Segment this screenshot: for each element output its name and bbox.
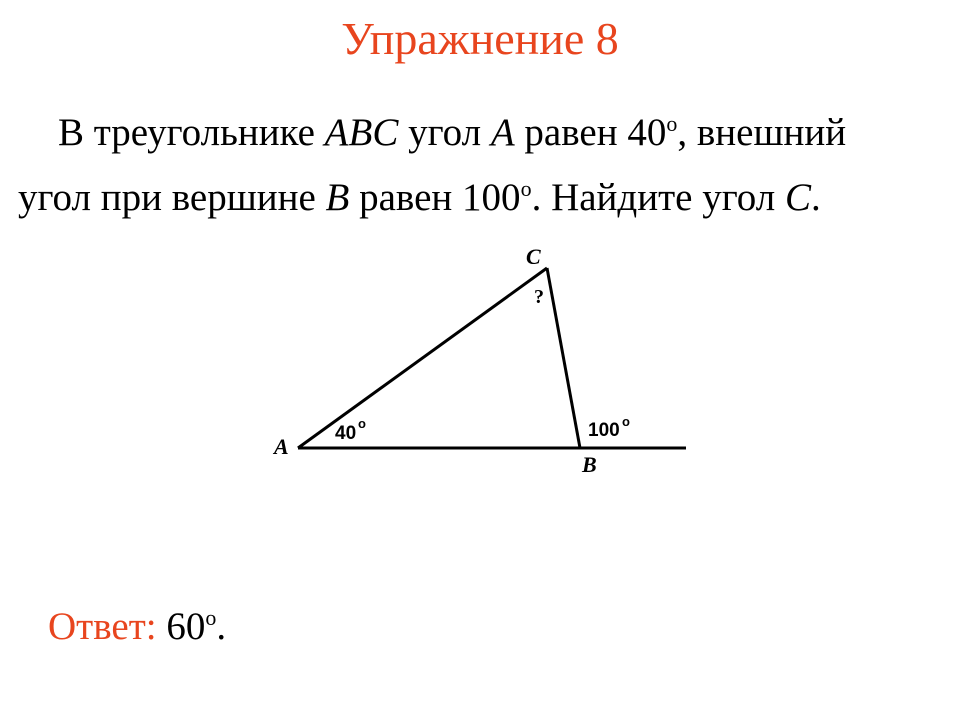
angle-a-value: 40 bbox=[335, 423, 357, 444]
vertex-label-c: C bbox=[526, 244, 541, 269]
problem-text: угол при вершине bbox=[18, 176, 326, 219]
problem-text: . bbox=[810, 176, 821, 219]
side-ac bbox=[298, 268, 547, 448]
problem-text: . Найдите угол bbox=[531, 176, 785, 219]
answer-line bbox=[48, 604, 226, 649]
triangle-name: ABC bbox=[324, 111, 399, 154]
angle-a-degree: o bbox=[358, 416, 366, 431]
problem-text: , внешний bbox=[677, 111, 847, 154]
vertex-c-ref: C bbox=[784, 176, 811, 219]
answer-label: Ответ: bbox=[48, 605, 157, 648]
problem-text: равен 100 bbox=[349, 176, 521, 219]
angle-b-exterior-degree: o bbox=[622, 414, 630, 429]
problem-text: угол bbox=[398, 111, 491, 154]
problem-text: равен 40 bbox=[514, 111, 667, 154]
degree-mark: o bbox=[666, 111, 678, 136]
answer-period: . bbox=[216, 605, 227, 648]
vertex-a-ref: A bbox=[490, 111, 515, 154]
answer-value: 60 bbox=[156, 605, 206, 648]
vertex-b-ref: B bbox=[325, 176, 350, 219]
unknown-angle-label: ? bbox=[534, 286, 544, 308]
angle-b-exterior-value: 100 bbox=[588, 420, 620, 441]
page-title: Упражнение 8 bbox=[341, 13, 619, 64]
problem-text: В треугольнике bbox=[58, 111, 325, 154]
degree-mark: o bbox=[205, 605, 217, 630]
degree-mark: o bbox=[520, 176, 532, 201]
vertex-label-b: B bbox=[582, 452, 597, 477]
side-bc bbox=[547, 268, 580, 448]
vertex-label-a: A bbox=[274, 434, 289, 459]
